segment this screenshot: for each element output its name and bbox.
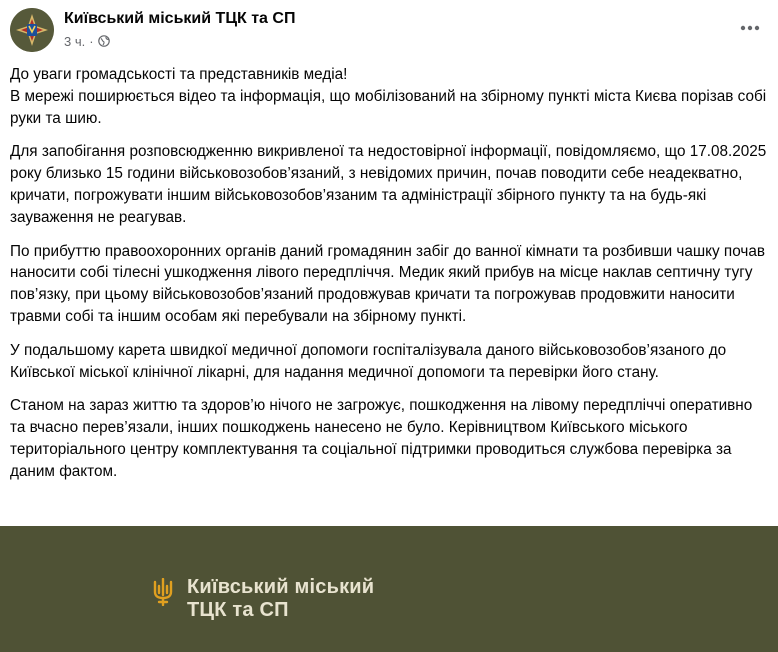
post-text <box>10 64 770 495</box>
globe-icon <box>98 35 110 47</box>
banner-title <box>187 576 374 622</box>
trident-logo-icon <box>152 578 174 606</box>
post-image[interactable] <box>0 526 778 652</box>
post-paragraph: Для запобігання розповсюдженню викривленої та недостовірної інформації, повідомляємо, що 17.08.2025 року близько 15 години військовозобов’язаний, з невідомих причин, почав поводити себе неадекватно, кричати, погрожувати іншим військовозобов’язаним та адміністрації збірного пункту та на будь-які зауваження не реагував. <box>10 143 767 226</box>
post-time[interactable]: 3 ч. <box>64 33 86 49</box>
post-header <box>0 0 778 60</box>
meta-separator: · <box>89 33 94 49</box>
post-paragraph <box>10 64 770 129</box>
post-paragraph: Станом на зараз життю та здоров’ю нічого не загрожує, пошкодження на лівому передпліччі оперативно та вчасно перев’язали, інших пошкоджень нанесено не було. Керівництвом Київського міського територіального центру комплектування та соціальної підтримки проводиться службова перевірка за даним фактом. <box>10 397 753 480</box>
page-avatar[interactable] <box>10 8 54 52</box>
more-options-button[interactable] <box>734 12 766 44</box>
post-meta <box>64 33 110 49</box>
banner-line-2: ТЦК та СП <box>187 599 289 621</box>
post-paragraph: По прибуттю правоохоронних органів даний громадянин забіг до ванної кімнати та розбивши чашку почав наносити собі тілесні ушкодження лівого передпліччя. Медик який прибув на місце наклав септичну тугу пов’язку, при цьому військовозобов’язаний продовжував кричати та погрожував продовжити наносити травми собі та іншим особам які перебували на збірному пункті. <box>10 242 765 325</box>
more-horizontal-icon <box>740 25 760 31</box>
page-name[interactable]: Київський міський ТЦК та СП <box>64 10 296 27</box>
paragraph-line: До уваги громадськості та представників медіа! В мережі поширюється відео та інформація, що мобілізований на збірному пункті міста Києва порізав собі руки та шию. <box>10 66 767 127</box>
emblem-icon <box>10 8 54 52</box>
banner-line-1: Київський міський <box>187 576 375 598</box>
post-paragraph: У подальшому карета швидкої медичної допомоги госпіталізувала даного військовозобов’язаного до Київської міської клінічної лікарні, для надання медичної допомоги та перевірки його стану. <box>10 341 727 381</box>
